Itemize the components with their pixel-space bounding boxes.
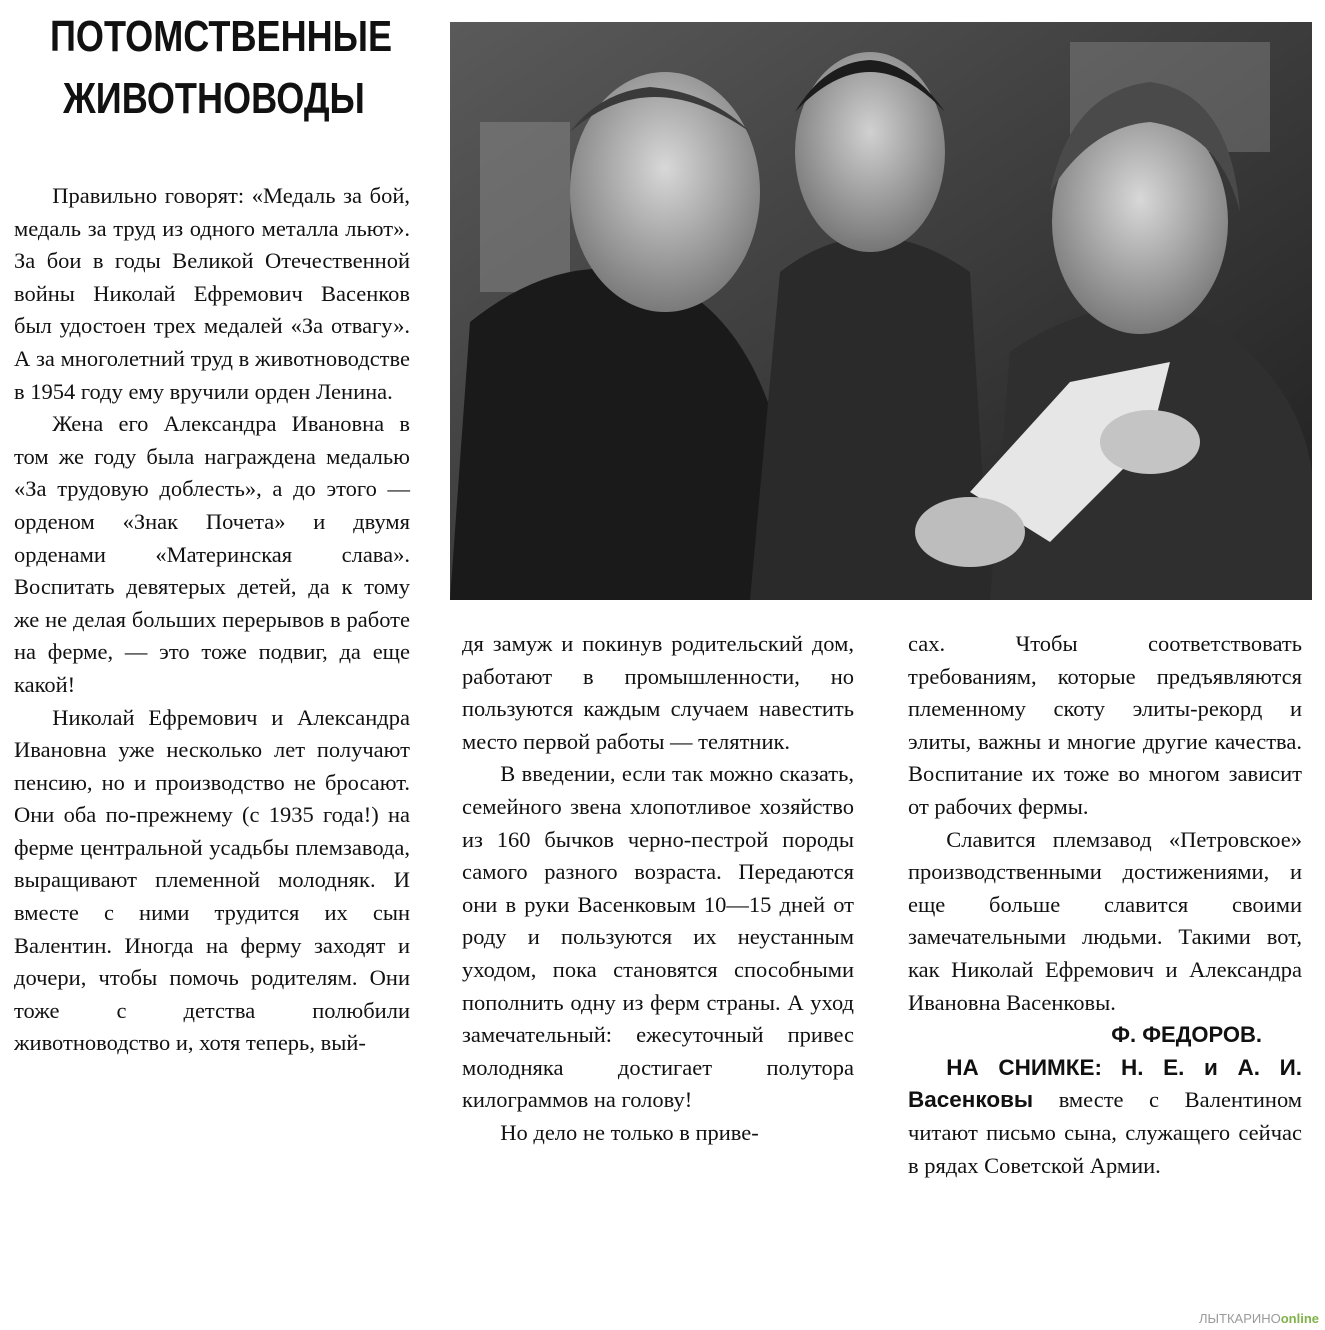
article-column-2 (462, 628, 854, 1150)
caption-names: Н. Е. и А. И. Васенковы (908, 1054, 1302, 1113)
article-column-3 (908, 628, 1302, 1182)
headline (50, 6, 393, 130)
news-photo (450, 22, 1312, 600)
watermark-suffix: online (1280, 1311, 1319, 1326)
paragraph: Но дело не только в приве- (500, 1119, 759, 1145)
paragraph: В введении, если так можно сказать, семейного звена хлопотливое хозяйство из 160 бычков черно-пестрой породы самого разного возраста. Передаются они в руки Васенковым 10—15 дней от роду и пользуются их неустанным уходом, пока становятся способными пополнить одну из ферм страны. А уход замечательный: ежесуточный привес молодняка достигает полутора килограммов на голову! (462, 761, 854, 1113)
author-signature: Ф. ФЕДОРОВ. (1111, 1022, 1262, 1048)
paragraph: Николай Ефремович и Александра Ивановна уже несколько лет получают пенсию, но и производство не бросают. Они оба по-прежнему (с 1935 года!) на ферме центральной усадьбы племзавода, выращивают племенной молодняк. И вместе с ними трудится их сын Валентин. Иногда на ферму заходят и дочери, чтобы помочь родителям. Они тоже с детства полюбили животноводство и, хотя теперь, вый- (14, 704, 410, 1056)
headline-line-2: ЖИВОТНОВОДЫ (63, 74, 365, 123)
photo-illustration (450, 22, 1312, 600)
paragraph: Жена его Александра Ивановна в том же году была награждена медалью «За трудовую доблесть», а до этого — орденом «Знак Почета» и двумя орденами «Материнская слава». Воспитать девятерых детей, да к тому же не делая больших перерывов в работе на ферме, — это тоже подвиг, да еще какой! (14, 411, 410, 697)
headline-line-1: ПОТОМСТВЕННЫЕ (50, 12, 393, 61)
paragraph: дя замуж и покинув родительский дом, работают в промышленности, но пользуются каждым случаем навестить место первой работы — телятник. (462, 631, 854, 754)
watermark-text: ЛЫТКАРИНО (1198, 1311, 1281, 1326)
paragraph: Правильно говорят: «Медаль за бой, медаль за труд из одного металла льют». За бои в годы Великой Отечественной войны Николай Ефремович Васенков был удостоен трех медалей «За отвагу». А за многолетний труд в животноводстве в 1954 году ему вручили орден Ленина. (14, 183, 410, 404)
caption-text: вместе с Валентином читают письмо сына, служащего сейчас в рядах Советской Армии. (908, 1087, 1302, 1178)
paragraph: сах. Чтобы соответствовать требованиям, которые предъявляются племенному скоту элиты-рекорд и элиты, важны и многие другие качества. Воспитание их тоже во многом зависит от рабочих фермы. (908, 631, 1302, 819)
photo-caption (908, 1052, 1302, 1182)
watermark (1199, 1311, 1319, 1326)
paragraph: Славится племзавод «Петровское» производственными достижениями, и еще больше славится своими замечательными людьми. Такими вот, как Николай Ефремович и Александра Ивановна Васенковы. (908, 826, 1302, 1015)
article-column-1 (14, 180, 410, 1060)
caption-label: НА СНИМКЕ: (946, 1054, 1103, 1080)
